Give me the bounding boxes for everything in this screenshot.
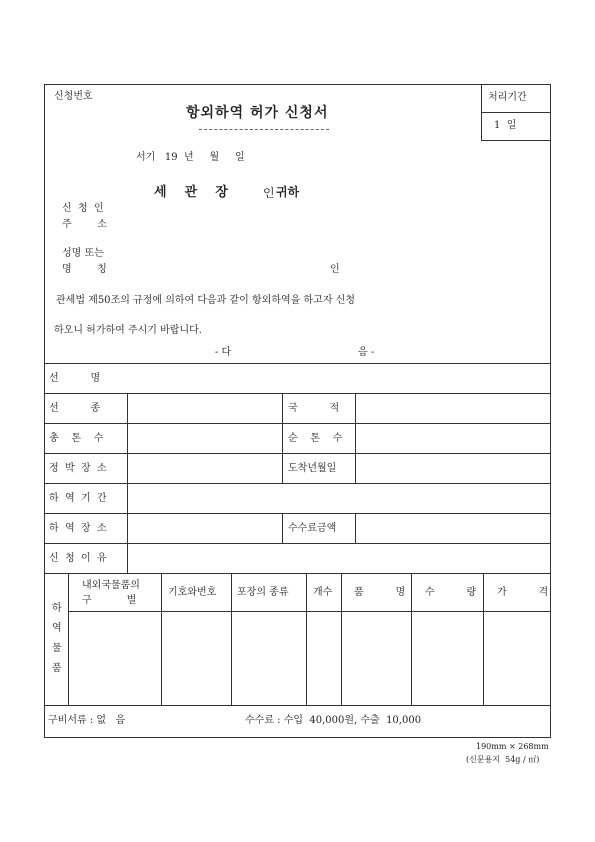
cargo-mark-cell[interactable] — [162, 612, 231, 705]
ship-type-label: 선 종 — [49, 403, 101, 414]
cargo-domestic-cell[interactable] — [69, 612, 161, 705]
col-mark-header: 기호와번호 — [168, 587, 217, 598]
berth-input[interactable] — [128, 454, 282, 483]
gross-tonnage-input[interactable] — [128, 424, 282, 453]
ship-name-input[interactable] — [128, 364, 550, 393]
frame-bottom — [44, 737, 551, 738]
below-right: 음 - — [358, 347, 375, 358]
period-box-bottom — [481, 140, 551, 141]
below-left: - 다 — [215, 347, 232, 358]
col-item-header: 품 명 — [354, 587, 406, 598]
applicant-label: 신 청 인 — [62, 203, 104, 214]
ship-name-label: 선 명 — [49, 373, 101, 384]
cargo-price-cell[interactable] — [484, 612, 550, 705]
title-underline — [199, 129, 329, 130]
ship-type-input[interactable] — [128, 394, 282, 423]
cargo-side-label-2: 역 — [52, 623, 62, 634]
required-documents: 구비서류 : 없 음 — [48, 715, 126, 726]
mid-col-divider-3 — [282, 513, 283, 543]
handling-period-label: 하 역 기 간 — [49, 493, 107, 504]
fee-amount-input[interactable] — [356, 514, 550, 543]
body-text-2: 하오니 허가하여 주시기 바랍니다. — [54, 325, 202, 336]
cargo-qty-cell[interactable] — [412, 612, 483, 705]
row-line-8 — [44, 573, 551, 574]
addressee-seal: 인 — [263, 186, 275, 200]
cargo-bottom-line — [44, 705, 551, 706]
handling-place-label: 하 역 장 소 — [49, 523, 107, 534]
period-box-mid — [481, 112, 551, 113]
nationality-input[interactable] — [356, 394, 550, 423]
date-line: 서기 19 년 월 일 — [136, 152, 245, 163]
cargo-side-label-3: 물 — [52, 643, 62, 654]
fee-amount-label: 수수료금액 — [288, 523, 337, 534]
col-domestic-header-1: 내외국물품의 — [82, 580, 140, 591]
col-domestic-header-2: 구 별 — [82, 595, 137, 606]
page-title: 항외하역 허가 신청서 — [186, 105, 329, 121]
nationality-label: 국 적 — [288, 403, 340, 414]
cargo-side-label-1: 하 — [52, 603, 62, 614]
name-label-2: 명 칭 — [62, 264, 107, 275]
col-qty-header: 수 량 — [425, 587, 477, 598]
gross-tonnage-label: 총 톤 수 — [49, 433, 104, 444]
frame-left — [44, 84, 45, 738]
reason-input[interactable] — [128, 544, 550, 573]
name-label-1: 성명 또는 — [62, 248, 104, 259]
reason-label: 신 청 이 유 — [49, 553, 107, 564]
cargo-count-cell[interactable] — [307, 612, 341, 705]
applicant-seal: 인 — [330, 264, 340, 275]
col-price-header: 가 격 — [497, 587, 549, 598]
mid-col-divider-1 — [282, 393, 283, 483]
paper-size-note: 190mm × 268mm — [476, 742, 549, 751]
addressee-suffix: 귀하 — [276, 185, 300, 199]
frame-top — [44, 84, 551, 85]
col-count-header: 개수 — [313, 587, 333, 598]
handling-period-input[interactable] — [128, 484, 550, 513]
fee-info: 수수료 : 수입 40,000원, 수출 10,000 — [245, 715, 422, 726]
arrival-date-label: 도착년월일 — [288, 463, 337, 474]
frame-right — [550, 84, 551, 738]
handling-place-input[interactable] — [128, 514, 282, 543]
arrival-date-input[interactable] — [356, 454, 550, 483]
application-number-label: 신청번호 — [54, 91, 93, 102]
net-tonnage-input[interactable] — [356, 424, 550, 453]
cargo-side-label-4: 품 — [52, 663, 62, 674]
berth-label: 정 박 장 소 — [49, 463, 107, 474]
processing-period-value: 1 일 — [494, 120, 517, 131]
body-text-1: 관세법 제50조의 규정에 의하여 다음과 같이 항외하역을 하고자 신청 — [56, 295, 355, 306]
processing-period-label: 처리기간 — [488, 92, 527, 103]
cargo-item-cell[interactable] — [342, 612, 411, 705]
address-label: 주 소 — [62, 219, 107, 230]
net-tonnage-label: 순 톤 수 — [288, 433, 343, 444]
addressee: 세 관 장 — [154, 185, 228, 200]
paper-type-note: (신문용지 54g / ㎡) — [466, 755, 540, 764]
cargo-pack-cell[interactable] — [232, 612, 306, 705]
col-pack-header: 포장의 종류 — [237, 587, 289, 598]
